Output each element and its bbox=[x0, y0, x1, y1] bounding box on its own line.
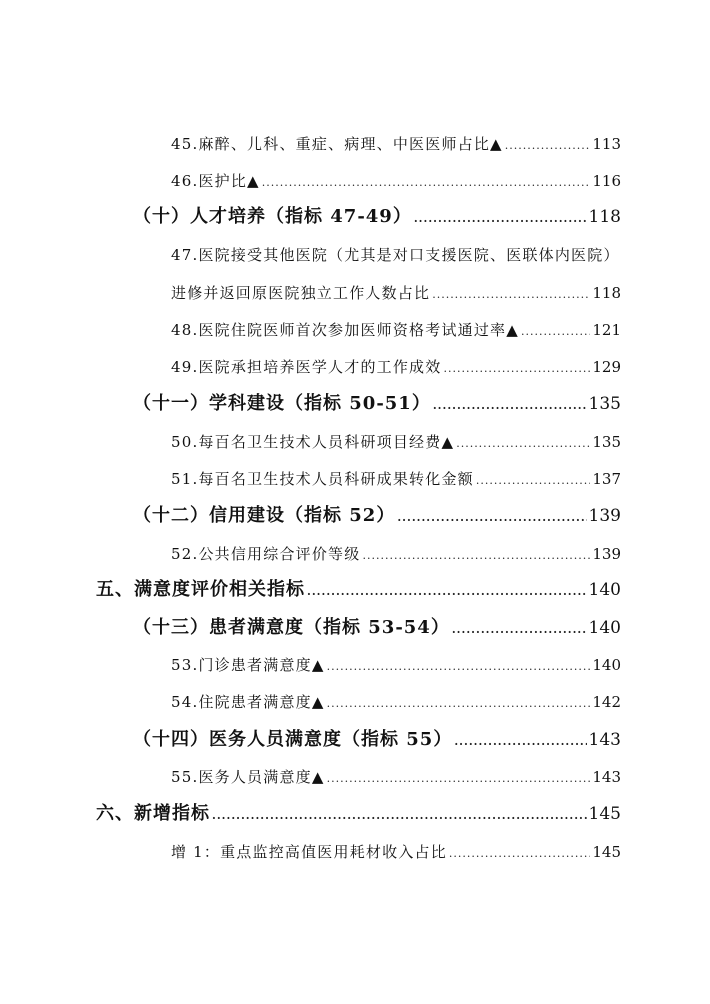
toc-section-10[interactable] bbox=[133, 206, 621, 230]
dot-leader bbox=[456, 433, 590, 455]
toc-entry-label: 51.每百名卫生技术人员科研成果转化金额 bbox=[171, 470, 474, 488]
toc-page-number: 129 bbox=[592, 358, 621, 376]
toc-entry-46[interactable] bbox=[171, 170, 621, 194]
toc-page-number: 140 bbox=[588, 618, 621, 638]
toc-entry-label: 55.医务人员满意度▲ bbox=[171, 768, 325, 786]
dot-leader bbox=[476, 470, 591, 492]
toc-section-label: （十四）医务人员满意度（指标 55） bbox=[133, 729, 453, 750]
toc-entry-label: 53.门诊患者满意度▲ bbox=[171, 656, 325, 674]
toc-page-number: 137 bbox=[592, 470, 621, 488]
dot-leader bbox=[443, 358, 590, 380]
toc-page-number: 139 bbox=[588, 506, 621, 526]
toc-entry-label: 50.每百名卫生技术人员科研项目经费▲ bbox=[171, 433, 455, 451]
dot-leader bbox=[212, 805, 587, 827]
toc-entry-label: 48.医院住院医师首次参加医师资格考试通过率▲ bbox=[171, 321, 519, 339]
dot-leader bbox=[362, 545, 590, 567]
dot-leader bbox=[452, 619, 587, 641]
toc-page-number: 142 bbox=[592, 693, 621, 711]
dot-leader bbox=[432, 284, 590, 306]
toc-page-number: 145 bbox=[588, 804, 621, 824]
dot-leader bbox=[307, 581, 587, 603]
toc-section-13[interactable] bbox=[133, 617, 621, 641]
toc-chapter-label: 五、满意度评价相关指标 bbox=[96, 579, 305, 600]
toc-page-number: 116 bbox=[592, 172, 621, 190]
toc-chapter-label: 六、新增指标 bbox=[96, 803, 210, 824]
toc-page-number: 140 bbox=[592, 656, 621, 674]
toc-section-label: （十二）信用建设（指标 52） bbox=[133, 505, 396, 526]
toc-entry-54[interactable] bbox=[171, 691, 621, 715]
toc-page-number: 143 bbox=[592, 768, 621, 786]
toc-entry-label: 46.医护比▲ bbox=[171, 172, 260, 190]
dot-leader bbox=[449, 843, 590, 865]
toc-entry-label: 52.公共信用综合评价等级 bbox=[171, 545, 361, 563]
toc-page-number: 139 bbox=[592, 545, 621, 563]
toc-entry-47-line1[interactable]: 47.医院接受其他医院（尤其是对口支援医院、医联体内医院） bbox=[171, 246, 620, 264]
toc-entry-51[interactable] bbox=[171, 468, 621, 492]
toc-chapter-6[interactable] bbox=[96, 803, 621, 827]
dot-leader bbox=[521, 321, 590, 343]
toc-page-number: 135 bbox=[588, 394, 621, 414]
toc-page-number: 118 bbox=[592, 284, 621, 302]
dot-leader bbox=[414, 208, 587, 230]
toc-entry-label: 增 1：重点监控高值医用耗材收入占比 bbox=[171, 843, 447, 861]
toc-page-number: 145 bbox=[592, 843, 621, 861]
toc-page-number: 140 bbox=[588, 580, 621, 600]
toc-entry-label: 49.医院承担培养医学人才的工作成效 bbox=[171, 358, 442, 376]
toc-page-number: 113 bbox=[592, 135, 621, 153]
toc-section-14[interactable] bbox=[133, 729, 621, 753]
dot-leader bbox=[397, 507, 586, 529]
dot-leader bbox=[454, 731, 586, 753]
toc-entry-label: 进修并返回原医院独立工作人数占比 bbox=[171, 284, 431, 302]
toc-entry-label: 45.麻醉、儿科、重症、病理、中医医师占比▲ bbox=[171, 135, 503, 153]
toc-entry-label: 54.住院患者满意度▲ bbox=[171, 693, 325, 711]
toc-page-number: 135 bbox=[592, 433, 621, 451]
dot-leader bbox=[262, 172, 591, 194]
toc-page-number: 143 bbox=[588, 730, 621, 750]
dot-leader bbox=[505, 135, 591, 157]
toc-entry-48[interactable] bbox=[171, 319, 621, 343]
toc-section-11[interactable] bbox=[133, 393, 621, 417]
toc-chapter-5[interactable] bbox=[96, 579, 621, 603]
toc-entry-50[interactable] bbox=[171, 431, 621, 455]
toc-entry-49[interactable] bbox=[171, 356, 621, 380]
toc-entry-45[interactable] bbox=[171, 133, 621, 157]
toc-entry-53[interactable] bbox=[171, 654, 621, 678]
toc-page-number: 118 bbox=[588, 207, 621, 227]
toc-entry-55[interactable] bbox=[171, 766, 621, 790]
dot-leader bbox=[433, 395, 587, 417]
toc-entry-add1[interactable] bbox=[171, 841, 621, 865]
dot-leader bbox=[327, 768, 591, 790]
toc-entry-52[interactable] bbox=[171, 543, 621, 567]
dot-leader bbox=[327, 693, 591, 715]
toc-section-label: （十三）患者满意度（指标 53-54） bbox=[133, 617, 450, 638]
toc-section-12[interactable] bbox=[133, 505, 621, 529]
toc-section-label: （十）人才培养（指标 47-49） bbox=[133, 206, 412, 227]
toc-section-label: （十一）学科建设（指标 50-51） bbox=[133, 393, 431, 414]
toc-entry-47[interactable] bbox=[171, 282, 621, 306]
toc-page-number: 121 bbox=[592, 321, 621, 339]
dot-leader bbox=[327, 656, 591, 678]
